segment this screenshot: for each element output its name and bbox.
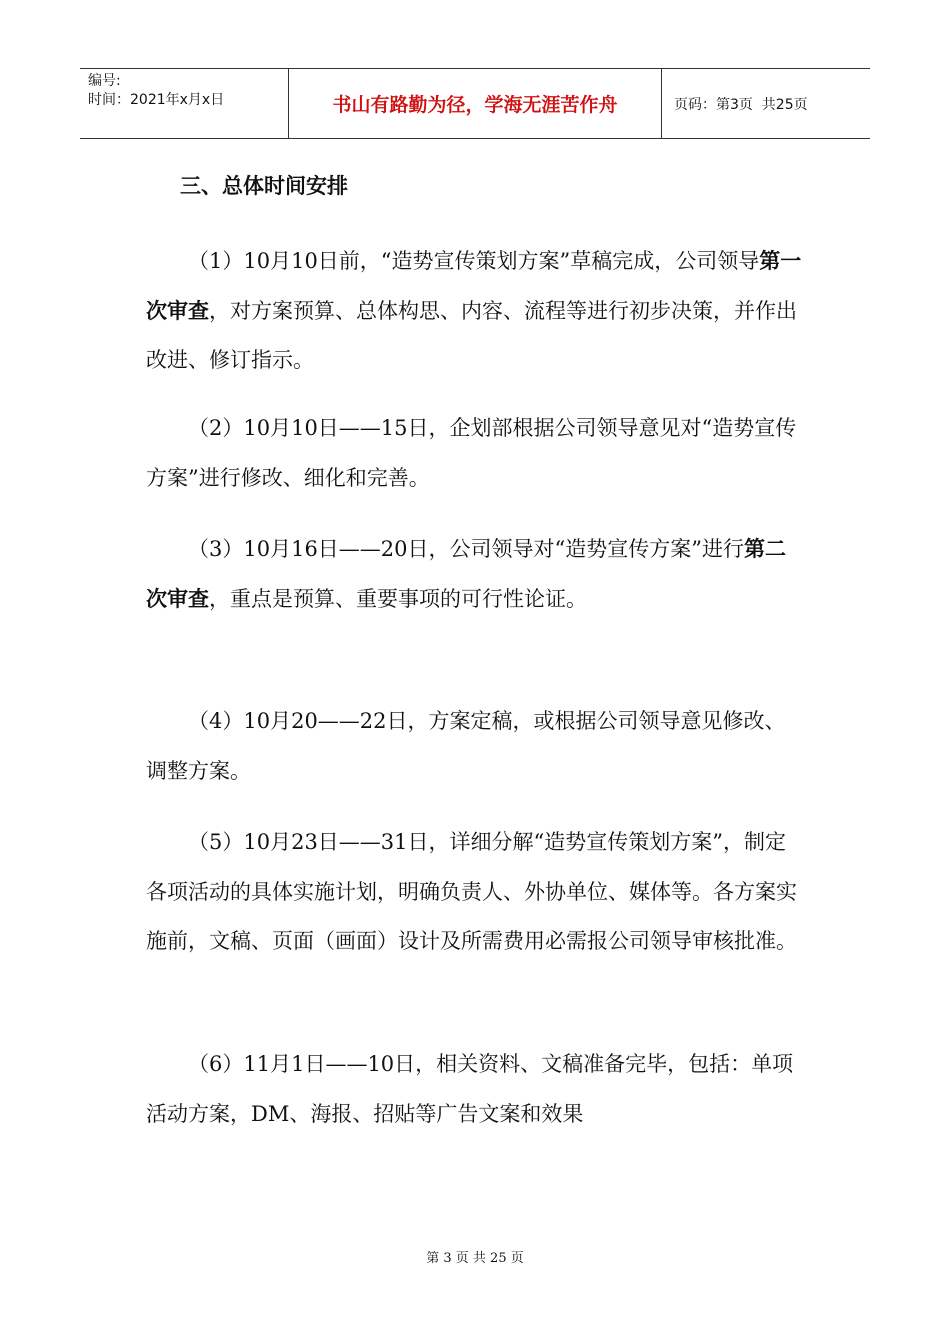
paragraph-bold-text: 第一次审查 xyxy=(146,249,802,323)
time-label: 时间：2021年x月x日 xyxy=(88,92,225,108)
header-page-info: 页码：第3页 共25页 xyxy=(674,96,808,113)
page-footer: 第 3 页 共 25 页 xyxy=(426,1251,524,1266)
paragraph-item xyxy=(146,404,806,503)
section-title: 三、总体时间安排 xyxy=(180,174,348,198)
paragraph-text: ，对方案预算、总体构思、内容、流程等进行初步决策，并作出改进、修订指示。 xyxy=(146,298,797,372)
paragraph-bold-text: 第二次审查 xyxy=(146,537,786,611)
paragraph-text: （4）10月20——22日，方案定稿，或根据公司领导意见修改、调整方案。 xyxy=(146,709,786,783)
paragraph-item xyxy=(146,525,806,624)
paragraph-text: （1）10月10日前，“造势宣传策划方案”草稿完成，公司领导 xyxy=(188,249,760,273)
paragraph-item xyxy=(146,697,806,796)
paragraph-text: （6）11月1日——10日，相关资料、文稿准备完毕，包括：单项活动方案，DM、海报、招贴等广告文案和效果 xyxy=(146,1052,794,1126)
header-meta xyxy=(80,69,289,138)
number-label: 编号: xyxy=(88,73,121,89)
paragraph-item xyxy=(146,237,806,386)
paragraph-text: （3）10月16日——20日，公司领导对“造势宣传方案”进行 xyxy=(188,537,744,561)
page-header xyxy=(80,68,870,139)
header-motto: 书山有路勤为径，学海无涯苦作舟 xyxy=(289,69,662,138)
paragraph-item xyxy=(146,818,806,967)
paragraph-text: （5）10月23日——31日，详细分解“造势宣传策划方案”，制定各项活动的具体实施计划，明确负责人、外协单位、媒体等。各方案实施前，文稿、页面（画面）设计及所需费用必需报公司领导审核批准。 xyxy=(146,830,797,953)
paragraph-item xyxy=(146,1040,806,1139)
paragraph-text: ，重点是预算、重要事项的可行性论证。 xyxy=(209,586,587,611)
paragraph-text: （2）10月10日——15日，企划部根据公司领导意见对“造势宣传方案”进行修改、细化和完善。 xyxy=(146,416,797,490)
